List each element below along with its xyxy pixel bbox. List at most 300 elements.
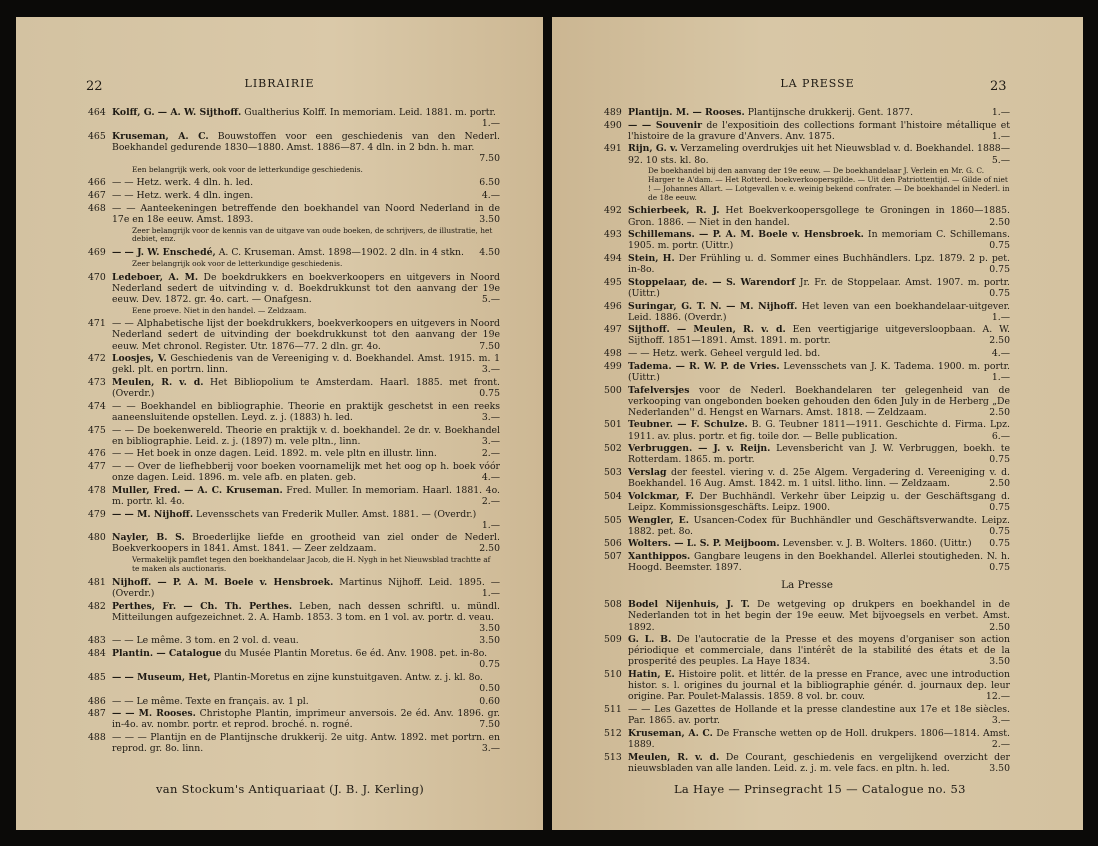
entry-author: — — J. W. Enschedé, — [112, 247, 216, 259]
catalogue-entry — [604, 599, 1010, 632]
page-number: 22 — [86, 79, 103, 94]
entry-description: voor de Nederl. Boekhandelaren ter gelegenheid van de verkooping van ongebonden boeken gehouden den 6den July in de Herberg „De Nederlanden'' d. Hengst en Warnars. Amst. 1818. — Zeldzaam. — [628, 384, 1010, 418]
entry-number: 487 — [88, 708, 106, 720]
entry-body — [112, 461, 500, 483]
entry-number: 490 — [604, 119, 622, 131]
entry-price: 3.50 — [989, 656, 1010, 668]
catalogue-entry — [88, 648, 500, 670]
entry-body — [112, 318, 500, 351]
entry-body — [628, 229, 1010, 251]
entry-description: — — Hetz. werk. 4 dln. ingen. — [112, 190, 254, 202]
entry-price: 1.— — [481, 587, 500, 599]
entry-author: Suringar, G. T. N. — M. Nijhoff. — [628, 300, 798, 312]
entry-body — [112, 247, 500, 258]
entry-description: — — Le même. 3 tom. en 2 vol. d. veau. — [112, 635, 299, 647]
entry-body — [628, 669, 1010, 702]
entry-description: Christophe Plantin, imprimeur anversois. 2e éd. Anv. 1896. gr. in-4o. av. nombr. portr. et reprod. broché. n. rogné. — [112, 708, 500, 731]
entry-author: Rijn, G. v. — [628, 143, 678, 155]
entry-author: Verslag — [628, 467, 667, 479]
entry-price: 1.— — [991, 107, 1010, 118]
entry-number: 471 — [88, 318, 106, 330]
entry-number: 508 — [604, 599, 622, 611]
entry-author: Xanthippos. — [628, 551, 691, 563]
entry-price: 5.— — [481, 293, 500, 305]
entry-note: De boekhandel bij den aanvang der 19e eeuw. — De boekhandelaar J. Verlein en Mr. G. C. Harger te A'dam. — Het Rotterd. boekverkoopersgilde. — Uit den Patriottentijd. — Gilde of niet ! — Johannes Allart. — Lotgevallen v. e. weinig bekend confrater. — De boekhandel in Nederl. in de 18e eeuw. — [648, 166, 1010, 202]
entry-author: Stein, H. — [628, 253, 675, 264]
entry-price: 3.— — [481, 411, 500, 423]
entry-price: 0.75 — [479, 388, 500, 400]
entry-body — [628, 634, 1010, 667]
entry-body — [628, 361, 1010, 383]
entry-description: Gangbare leugens in den Boekhandel. Allerlei stoutigheden. N. h. Hoogd. Beemster. 1897. — [628, 551, 1010, 574]
entry-description: Broederlijke liefde en grootheid van ziel onder de Nederl. Boekverkoopers in 1841. Amst. 1841. — Zeer zeldzaam. — [112, 532, 500, 555]
entry-author: Loosjes, V. — [112, 353, 167, 365]
entry-number: 470 — [88, 271, 106, 283]
entry-body — [628, 419, 1010, 441]
entry-number: 480 — [88, 532, 106, 544]
entry-body — [628, 467, 1010, 489]
entry-description: — — Het boek in onze dagen. Leid. 1892. m. vele pltn en illustr. linn. — [112, 448, 437, 460]
entry-description: Het Boekverkoopersgollege te Groningen in 1860—1885. Gron. 1886. — Niet in den handel. — [628, 205, 1010, 228]
entry-description: Plantijnsche drukkerij. Gent. 1877. — [747, 107, 914, 118]
entry-body — [628, 253, 1010, 275]
entry-price: 2.50 — [479, 543, 500, 555]
catalogue-entry — [88, 131, 500, 164]
entry-author: Wengler, E. — [628, 514, 689, 526]
entry-description: In memoriam C. Schillemans. 1905. m. portr. (Uittr.) — [628, 229, 1010, 252]
entry-description: Fred. Muller. In memoriam. Haarl. 1881. 4o. m. portr. kl. 4o. — [112, 484, 500, 507]
entry-number: 494 — [604, 253, 622, 264]
entry-body — [112, 635, 500, 646]
entry-number: 500 — [604, 384, 622, 396]
entry-body — [628, 728, 1010, 750]
entry-number: 507 — [604, 551, 622, 563]
entry-number: 509 — [604, 634, 622, 646]
entry-author: Sijthoff. — Meulen, R. v. d. — [628, 324, 786, 336]
entry-description: Verzameling overdrukjes uit het Nieuwsblad v. d. Boekhandel. 1888—92. 10 sts. kl. 8o. — [628, 143, 1010, 166]
entry-number: 498 — [604, 348, 622, 360]
catalogue-entry — [604, 752, 1010, 774]
entry-price: 0.50 — [479, 682, 500, 694]
entry-author: Kruseman, A. C. — [112, 130, 209, 142]
entry-description: Der Frühling u. d. Sommer eines Buchhändlers. Lpz. 1879. 2 p. pet. in-8o. — [628, 253, 1010, 276]
entry-number: 503 — [604, 467, 622, 479]
catalogue-entry — [88, 203, 500, 225]
entry-price: 7.50 — [479, 340, 500, 352]
entry-number: 464 — [88, 107, 106, 118]
entry-number: 483 — [88, 635, 106, 647]
entry-body — [112, 648, 500, 670]
entry-number: 496 — [604, 300, 622, 312]
catalogue-entry — [88, 425, 500, 447]
entry-number: 493 — [604, 229, 622, 241]
entry-description: Histoire polit. et littér. de la presse en France, avec une introduction histor. s. l. origines du journal et la bibliographie génér. d. journaux dep. leur origine. Par. Poulet-Malassis. 1859. 8 vol. br. couv. — [628, 669, 1010, 703]
entry-number: 484 — [88, 648, 106, 660]
entry-number: 465 — [88, 130, 106, 142]
entry-body — [112, 601, 500, 634]
catalogue-entry — [88, 177, 500, 188]
catalogue-entry — [604, 120, 1010, 142]
running-header: LIBRAIRIE — [244, 77, 315, 90]
catalogue-entry — [88, 601, 500, 634]
entry-author: — — M. Rooses. — [112, 708, 196, 720]
entry-description: — — Aanteekeningen betreffende den boekhandel van Noord Nederland in de 17e en 18e eeuw. Amst. 1893. — [112, 202, 500, 225]
entry-price: 3.— — [481, 364, 500, 376]
entry-price: 2.50 — [989, 621, 1010, 633]
catalogue-entry — [88, 509, 500, 531]
catalogue-entry — [88, 461, 500, 483]
catalogue-entry — [604, 443, 1010, 465]
entry-number: 511 — [604, 703, 622, 715]
catalogue-entry — [88, 247, 500, 258]
entry-description: De Fransche wetten op de Holl. drukpers. 1806—1814. Amst. 1889. — [628, 727, 1010, 750]
catalogue-entry — [88, 532, 500, 554]
entry-description: Plantin-Moretus en zijne kunstuitgaven. Antw. z. j. kl. 8o. — [213, 671, 483, 683]
entry-body — [112, 509, 500, 531]
entry-body — [112, 532, 500, 554]
entry-body — [112, 708, 500, 730]
entry-author: — — M. Nijhoff. — [112, 508, 194, 520]
entry-description: Martinus Nijhoff. Leid. 1895. — (Overdr.) — [112, 576, 500, 599]
entry-note: Een belangrijk werk, ook voor de letterkundige geschiedenis. — [132, 164, 363, 174]
catalogue-entry — [88, 708, 500, 730]
entry-number: 468 — [88, 202, 106, 214]
entry-body — [628, 120, 1010, 142]
entry-number: 466 — [88, 177, 106, 189]
entry-description: Gualtherius Kolff. In memoriam. Leid. 1881. m. portr. — [244, 107, 496, 118]
entry-author: Kruseman, A. C. — [628, 727, 713, 739]
entry-price: 3.— — [481, 435, 500, 447]
entry-description: — — De boekenwereld. Theorie en praktijk v. d. boekhandel. 2e dr. v. Boekhandel en bibliographie. Leid. z. j. (1897) m. vele pltn., linn. — [112, 424, 500, 447]
catalogue-entry — [604, 515, 1010, 537]
entry-number: 492 — [604, 205, 622, 217]
entry-description: — — Boekhandel en bibliographie. Theorie en praktijk geschetst in een reeks aaneensluitende opstellen. Leyd. z. j. (1883) h. led. — [112, 400, 500, 423]
entry-price: 2.— — [481, 448, 500, 460]
entry-author: Tafelversjes — [628, 384, 690, 396]
entry-author: Kolff, G. — A. W. Sijthoff. — [112, 107, 242, 118]
entry-number: 505 — [604, 514, 622, 526]
entry-description: Leben, nach dessen schriftl. u. mündl. Mitteilungen aufgezeichnet. 2. A. Hamb. 1853. 3 tom. en 1 vol. av. portr. d. veau. — [112, 600, 500, 623]
entry-description: — — — Plantijn en de Plantijnsche drukkerij. 2e uitg. Antw. 1892. met portrn. en reprod. gr. 8o. linn. — [112, 732, 500, 755]
entry-number: 489 — [604, 107, 622, 118]
entry-body — [628, 599, 1010, 632]
entry-note: Vermakelijk pamflet tegen den boekhandelaar Jacob, die H. Nygh in het Nieuwsblad trachtte af te maken als auctionaris. — [132, 555, 491, 573]
entry-description: Geschiedenis van de Vereeniging v. d. Boekhandel. Amst. 1915. m. 1 gekl. plt. en portrn. linn. — [112, 353, 501, 376]
entry-body — [112, 448, 500, 459]
entry-body — [628, 107, 1010, 118]
catalogue-entry — [604, 229, 1010, 251]
entry-body — [112, 732, 500, 754]
entry-description: Jr. Fr. de Stoppelaar. Amst. 1907. m. portr. (Uittr.) — [628, 276, 1010, 299]
entry-author: Meulen, R. v. d. — [112, 377, 204, 389]
entry-description: Een veertigjarige uitgeversloopbaan. A. W. Sijthoff. 1851—1891. Amst. 1891. m. portr. — [628, 324, 1010, 347]
entry-price: 1.— — [991, 371, 1010, 383]
entry-price: 0.75 — [989, 562, 1010, 574]
catalogue-entry — [604, 728, 1010, 750]
entry-price: 2.50 — [989, 335, 1010, 347]
entry-body — [112, 131, 500, 164]
entry-note: Zeer belangrijk voor de kennis van de uitgave van oude boeken, de schrijvers, de illustratie, het debiet, enz. — [132, 225, 493, 244]
entry-price: 2.50 — [989, 216, 1010, 228]
catalogue-entry — [604, 301, 1010, 323]
entry-number: 469 — [88, 247, 106, 259]
entry-price: 6.50 — [479, 177, 500, 189]
entry-number: 477 — [88, 461, 106, 473]
entry-body — [112, 696, 500, 707]
entry-number: 486 — [88, 695, 106, 707]
entry-price: 4.50 — [479, 247, 500, 259]
entry-body — [628, 515, 1010, 537]
entry-author: Plantin. — Catalogue — [112, 648, 222, 660]
entry-description: der feestel. viering v. d. 25e Algem. Vergadering d. Vereeniging v. d. Boekhandel. 16 Aug. Amst. 1842. m. 1 uitsl. litho. linn. — Zeldzaam. — [628, 467, 1010, 490]
entry-number: 488 — [88, 732, 106, 744]
entry-price: 0.75 — [989, 264, 1010, 276]
entry-price: 1.— — [991, 130, 1010, 142]
entry-number: 513 — [604, 751, 622, 763]
entry-price: 0.75 — [989, 454, 1010, 466]
entry-author: Ledeboer, A. M. — [112, 271, 199, 283]
entry-price: 0.75 — [989, 287, 1010, 299]
entry-author: Volckmar, F. — [628, 490, 695, 502]
entry-description: A. C. Kruseman. Amst. 1898—1902. 2 dln. in 4 stkn. — [218, 247, 464, 259]
catalogue-entry — [604, 348, 1010, 359]
entry-description: — — Hetz. werk. 4 dln. h. led. — [112, 177, 254, 189]
entry-number: 476 — [88, 448, 106, 460]
entry-price: 4.— — [481, 190, 500, 202]
catalogue-entry — [604, 107, 1010, 118]
entry-body — [628, 704, 1010, 726]
entry-number: 479 — [88, 508, 106, 520]
catalogue-entry — [604, 704, 1010, 726]
entry-description: Usancen-Codex für Buchhändler und Geschäftsverwandte. Leipz. 1882. pet. 8o. — [628, 514, 1010, 537]
entry-description: De boekdrukkers en boekverkoopers en uitgevers in Noord Nederland sedert de uitvinding v. d. Boekdrukkunst tot den aanvang der 19e eeuw. Dev. 1872. gr. 4o. cart. — Onafgesn. — [112, 271, 500, 305]
entry-number: 475 — [88, 424, 106, 436]
entry-body — [112, 177, 500, 188]
entry-body — [112, 353, 500, 375]
entry-price: 3.50 — [479, 622, 500, 634]
entry-price: 2.50 — [989, 478, 1010, 490]
entry-description: De Courant, geschiedenis en vergelijkend overzicht der nieuwsbladen van alle landen. Leid. z. j. m. vele facs. en pltn. h. led. — [628, 751, 1010, 774]
entry-author: — — Souvenir — [628, 119, 703, 131]
entry-description: De wetgeving op drukpers en boekhandel in de Nederlanden tot in het begin der 19e eeuw. Met bijvoegsels en verbet. Amst. 1892. — [628, 599, 1010, 633]
entry-price: 6.— — [991, 430, 1010, 442]
entry-number: 474 — [88, 400, 106, 412]
catalogue-entry — [88, 485, 500, 507]
entry-price: 4.— — [481, 472, 500, 484]
entry-author: Wolters. — L. S. P. Meijboom. — [628, 538, 780, 550]
entry-body — [112, 203, 500, 225]
catalogue-entry — [88, 577, 500, 599]
catalogue-entry — [88, 635, 500, 646]
entry-price: 3.— — [991, 715, 1010, 727]
entry-body — [112, 672, 500, 694]
entry-description: Levensbericht van J. W. Verbruggen, boekh. te Rotterdam. 1865. m. portr. — [628, 443, 1010, 466]
entry-author: Muller, Fred. — A. C. Kruseman. — [112, 484, 283, 496]
entry-number: 491 — [604, 143, 622, 155]
entry-body — [628, 143, 1010, 165]
catalogue-entry — [604, 634, 1010, 667]
entry-body — [112, 425, 500, 447]
entry-body — [628, 348, 1010, 359]
entry-author: Bodel Nijenhuis, J. T. — [628, 599, 750, 611]
entry-author: Perthes, Fr. — Ch. Th. Perthes. — [112, 600, 293, 612]
entry-note: Zeer belangrijk ook voor de letterkundige geschiedenis. — [132, 258, 343, 268]
catalogue-entry — [604, 538, 1010, 549]
entry-number: 485 — [88, 671, 106, 683]
entry-body — [628, 551, 1010, 573]
entry-body — [112, 401, 500, 423]
entry-body — [628, 277, 1010, 299]
entry-number: 467 — [88, 190, 106, 202]
entry-price: 5.— — [991, 154, 1010, 166]
entry-body — [112, 190, 500, 201]
entry-description: — — Le même. Texte en français. av. 1 pl. — [112, 695, 309, 707]
entry-description: — — Les Gazettes de Hollande et la presse clandestine aux 17e et 18e siècles. Par. 1865. av. portr. — [628, 703, 1010, 727]
catalogue-entry — [88, 401, 500, 423]
catalogue-entry — [88, 448, 500, 459]
entry-author: G. L. B. — [628, 634, 672, 646]
entry-note: Eene proeve. Niet in den handel. — Zeldzaam. — [132, 305, 307, 315]
entry-body — [112, 485, 500, 507]
catalogue-entry — [604, 205, 1010, 227]
entry-price: 4.— — [991, 348, 1010, 360]
entry-number: 481 — [88, 576, 106, 588]
entry-body — [112, 107, 500, 129]
entry-body — [628, 385, 1010, 418]
page-footer: van Stockum's Antiquariaat (J. B. J. Kerling) — [156, 782, 425, 796]
entry-number: 472 — [88, 353, 106, 365]
catalogue-entry — [88, 318, 500, 351]
catalogue-entry — [604, 143, 1010, 165]
entry-description: Het Bibliopolium te Amsterdam. Haarl. 1885. met front. (Overdr.) — [112, 377, 500, 400]
catalogue-entry — [604, 669, 1010, 702]
catalogue-entry — [88, 377, 500, 399]
catalogue-entry — [88, 353, 500, 375]
catalogue-entry — [88, 272, 500, 305]
entry-body — [112, 377, 500, 399]
entry-author: Hatin, E. — [628, 669, 675, 681]
running-header: LA PRESSE — [780, 77, 855, 90]
catalogue-entry — [604, 551, 1010, 573]
entry-price: 0.60 — [479, 695, 500, 707]
entry-body — [628, 538, 1010, 549]
entry-number: 506 — [604, 538, 622, 550]
entry-description: Der Buchhändl. Verkehr über Leipzig u. der Geschäftsgang d. Leipz. Kommissionsgeschäfts. Leipz. 1900. — [628, 490, 1010, 513]
entry-price: 7.50 — [479, 152, 500, 164]
entry-price: 1.— — [481, 118, 500, 130]
entry-price: 0.75 — [479, 659, 500, 671]
entry-price: 12.— — [985, 691, 1010, 703]
entry-description: Levensschets van J. K. Tadema. 1900. m. portr. (Uittr.) — [628, 360, 1010, 383]
entry-price: 3.— — [481, 743, 500, 755]
entry-description: Bouwstoffen voor een geschiedenis van den Nederl. Boekhandel gedurende 1830—1880. Amst. 1886—87. 4 dln. in 2 bdn. h. mar. — [112, 130, 500, 153]
entry-description: De l'autocratie de la Presse et des moyens d'organiser son action périodique et commerciale, dans l'intérêt de la stabilité des états et de la prosperité des peuples. La Haye 1834. — [628, 634, 1010, 668]
page-footer: La Haye — Prinsegracht 15 — Catalogue no. 53 — [674, 782, 966, 796]
entry-number: 510 — [604, 669, 622, 681]
entry-price: 0.75 — [989, 501, 1010, 513]
catalogue-entry — [604, 467, 1010, 489]
entry-price: 3.50 — [479, 213, 500, 225]
entry-price: 2.50 — [989, 406, 1010, 418]
entry-author: Schierbeek, R. J. — [628, 205, 720, 217]
entry-description: de l'expositioin des collections formant l'histoire métallique et l'histoire de la gravure d'Anvers. Anv. 1875. — [628, 119, 1011, 142]
entry-body — [112, 272, 500, 305]
entry-price: 0.75 — [989, 525, 1010, 537]
entry-body — [628, 301, 1010, 323]
entry-description: Het leven van een boekhandelaar-uitgever. Leid. 1886. (Overdr.) — [628, 300, 1010, 323]
entry-number: 512 — [604, 727, 622, 739]
entry-number: 501 — [604, 419, 622, 431]
entry-price: 7.50 — [479, 719, 500, 731]
catalogue-entry — [604, 253, 1010, 275]
entry-price: 2.— — [991, 738, 1010, 750]
entry-price: 2.— — [481, 495, 500, 507]
entry-price: 1.— — [991, 311, 1010, 323]
entry-number: 482 — [88, 600, 106, 612]
section-title: La Presse — [781, 579, 833, 592]
entry-body — [628, 443, 1010, 465]
entry-body — [628, 324, 1010, 346]
catalogue-entry — [604, 419, 1010, 441]
page-number: 23 — [990, 79, 1007, 94]
entry-description: — — Over de liefhebberij voor boeken voornamelijk met het oog op h. boek vóór onze dagen. Leid. 1896. m. vele afb. en platen. geb. — [112, 461, 500, 484]
entry-price: 1.— — [481, 519, 500, 531]
entry-description: B. G. Teubner 1811—1911. Geschichte d. Firma. Lpz. 1911. av. plus. portr. et fig. toile dor. — Belle publication. — [628, 419, 1010, 442]
entry-number: 478 — [88, 484, 106, 496]
catalogue-entry — [88, 107, 500, 129]
entry-description: — — Alphabetische lijst der boekdrukkers, boekverkoopers en uitgevers in Noord Nederland sedert de uitvinding der boekdrukkunst tot den aanvang der 19e eeuw. Met chronol. Register. Utr. 1876—77. 2 dln. gr. 4o. — [112, 318, 500, 352]
entry-number: 495 — [604, 276, 622, 288]
catalogue-entry — [604, 491, 1010, 513]
catalogue-entry — [88, 190, 500, 201]
entry-number: 473 — [88, 377, 106, 389]
entry-description: — — Hetz. werk. Geheel verguld led. bd. — [628, 348, 821, 360]
entry-description: du Musée Plantin Moretus. 6e éd. Anv. 1908. pet. in-8o. — [224, 648, 488, 660]
entry-body — [628, 752, 1010, 774]
entry-body — [112, 577, 500, 599]
entry-author: Plantijn. M. — Rooses. — [628, 107, 745, 118]
entry-author: — — Museum, Het, — [112, 671, 211, 683]
entry-number: 504 — [604, 490, 622, 502]
entry-number: 499 — [604, 360, 622, 372]
entry-author: Teubner. — F. Schulze. — [628, 419, 748, 431]
left-page — [16, 17, 543, 830]
entry-author: Tadema. — R. W. P. de Vries. — [628, 360, 780, 372]
catalogue-entry — [88, 672, 500, 694]
entry-price: 3.50 — [479, 635, 500, 647]
entry-author: Schillemans. — P. A. M. Boele v. Hensbroek. — [628, 229, 864, 241]
entry-description: Levensber. v. J. B. Wolters. 1860. (Uittr.) — [782, 538, 972, 550]
entry-number: 502 — [604, 443, 622, 455]
entry-author: Meulen, R. v. d. — [628, 751, 720, 763]
entry-author: Nayler, B. S. — [112, 532, 185, 544]
entry-price: 3.50 — [989, 762, 1010, 774]
entry-number: 497 — [604, 324, 622, 336]
entry-price: 0.75 — [989, 240, 1010, 252]
entry-description: Levensschets van Frederik Muller. Amst. 1881. — (Overdr.) — [196, 508, 477, 520]
catalogue-entry — [604, 385, 1010, 418]
entry-list — [88, 107, 500, 756]
entry-body — [628, 205, 1010, 227]
catalogue-entry — [88, 696, 500, 707]
entry-author: Verbruggen. — J. v. Reijn. — [628, 443, 771, 455]
catalogue-entry — [604, 277, 1010, 299]
entry-body — [628, 491, 1010, 513]
catalogue-entry — [604, 361, 1010, 383]
entry-list — [604, 107, 1010, 775]
entry-author: Nijhoff. — P. A. M. Boele v. Hensbroek. — [112, 576, 334, 588]
entry-author: Stoppelaar, de. — S. Warendorf — [628, 276, 796, 288]
